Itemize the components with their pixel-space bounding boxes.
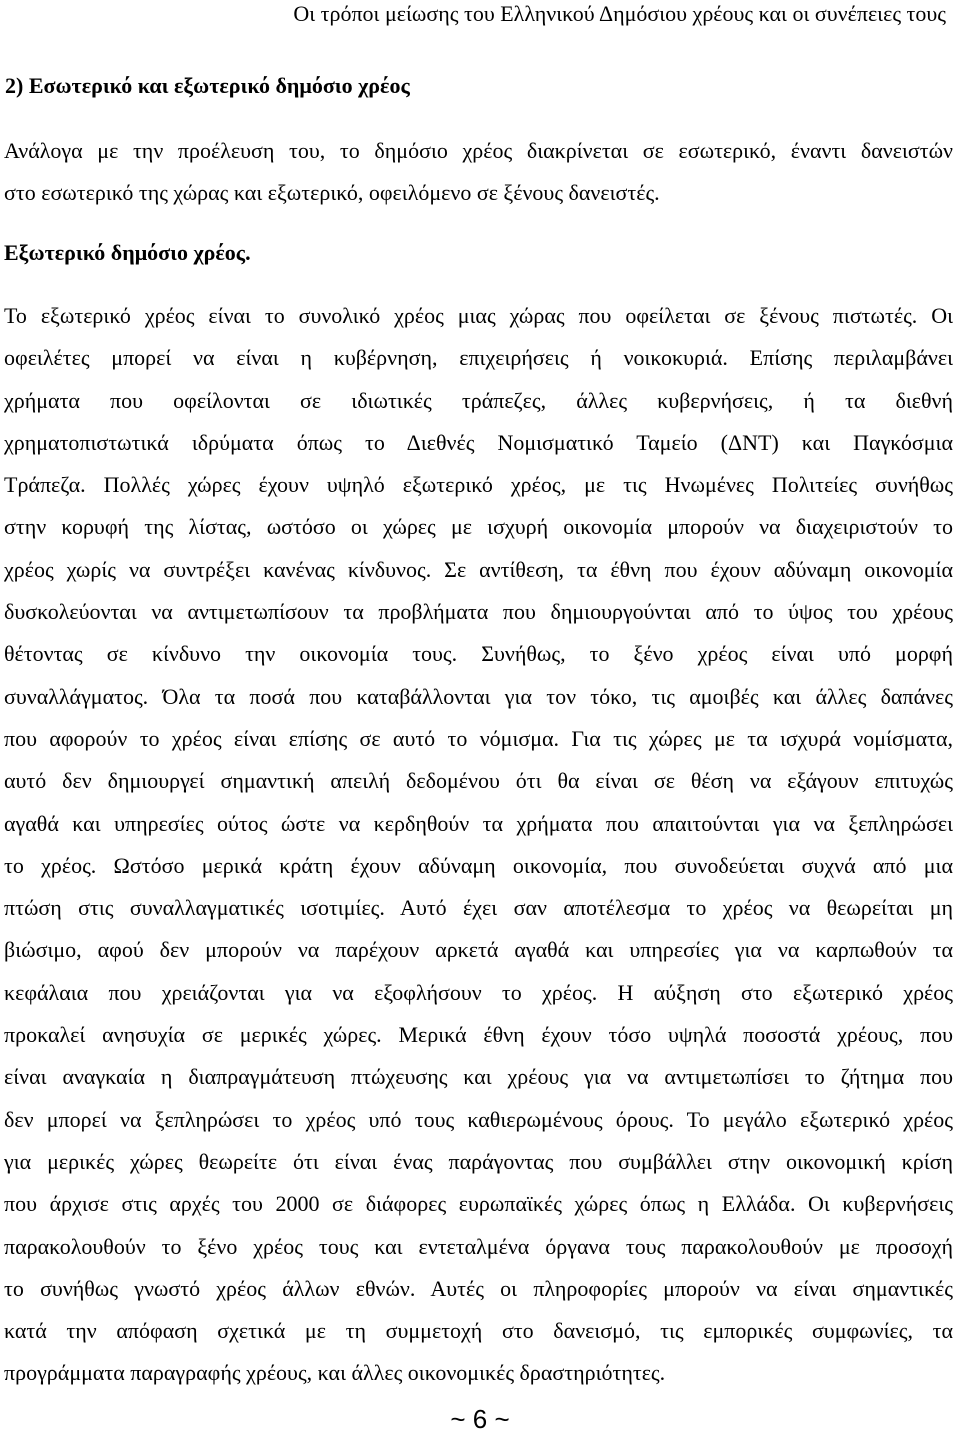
body-line: παρακολουθούν το ξένο χρέος τους και εντεταλμένα όργανα τους παρακολουθούν με προσοχή xyxy=(4,1233,953,1259)
body-line: που αφορούν το χρέος είναι επίσης σε αυτό το νόμισμα. Για τις χώρες με τα ισχυρά νομίσματα, xyxy=(4,725,953,751)
body-line: αγαθά και υπηρεσίες ούτος ώστε να κερδηθούν τα χρήματα που απαιτούνται για να ξεπληρώσει xyxy=(4,810,953,836)
body-line: δυσκολεύονται να αντιμετωπίσουν τα προβλήματα που δημιουργούνται από το ύψος του χρέους xyxy=(4,599,953,625)
body-line: Το εξωτερικό χρέος είναι το συνολικό χρέος μιας χώρας που οφείλεται σε ξένους πιστωτές. Οι xyxy=(4,303,953,328)
intro-line: Ανάλογα με την προέλευση του, το δημόσιο χρέος διακρίνεται σε εσωτερικό, έναντι δανειστών xyxy=(4,138,953,163)
paragraph-intro xyxy=(4,130,953,215)
body-line: συναλλάγματος. Όλα τα ποσά που καταβάλλονται για τον τόκο, τις αμοιβές και άλλες δαπάνες xyxy=(4,683,953,709)
body-line: το χρέος. Ωστόσο μερικά κράτη έχουν αδύναμη οικονομία, που συνοδεύεται συχνά από μια xyxy=(4,852,953,878)
body-line: χρέος χωρίς να συντρέξει κανένας κίνδυνος. Σε αντίθεση, τα έθνη που έχουν αδύναμη οικονομία xyxy=(4,556,953,582)
intro-line: στο εσωτερικό της χώρας και εξωτερικό, οφειλόμενο σε ξένους δανειστές. xyxy=(4,180,660,206)
body-line: Τράπεζα. Πολλές χώρες έχουν υψηλό εξωτερικό χρέος, με τις Ηνωμένες Πολιτείες συνήθως xyxy=(4,472,953,498)
body-line: κατά την απόφαση σχετικά με τη συμμετοχή στο δανεισμό, τις εμπορικές συμφωνίες, τα xyxy=(4,1318,953,1344)
body-line: που άρχισε στις αρχές του 2000 σε διάφορες ευρωπαϊκές χώρες όπως η Ελλάδα. Οι κυβερνήσεις xyxy=(4,1191,953,1217)
body-line: το συνήθως γνωστό χρέος άλλων εθνών. Αυτές οι πληροφορίες μπορούν να είναι σημαντικές xyxy=(4,1275,953,1301)
body-line: προγράμματα παραγραφής χρέους, και άλλες οικονομικές δραστηριότητες. xyxy=(4,1360,666,1386)
body-line: χρήματα που οφείλονται σε ιδιωτικές τράπεζες, άλλες κυβερνήσεις, ή τα διεθνή xyxy=(4,387,953,413)
body-line: οφειλέτες μπορεί να είναι η κυβέρνηση, επιχειρήσεις ή νοικοκυριά. Επίσης περιλαμβάνει xyxy=(4,345,953,371)
subsection-heading: Εξωτερικό δημόσιο χρέος. xyxy=(4,240,251,265)
body-line: είναι αναγκαία η διαπραγμάτευση πτώχευσης και χρέους για να αντιμετωπίσει το ζήτημα που xyxy=(4,1064,953,1090)
body-line: για μερικές χώρες θεωρείτε ότι είναι ένας παράγοντας που συμβάλλει στην οικονομική κρίση xyxy=(4,1148,953,1174)
body-line: δεν μπορεί να ξεπληρώσει το χρέος υπό τους καθιερωμένους όρους. Το μεγάλο εξωτερικό χρέος xyxy=(4,1106,953,1132)
page-number: ~ 6 ~ xyxy=(450,1404,510,1434)
running-header: Οι τρόποι μείωσης του Ελληνικού Δημόσιου χρέους και οι συνέπειες τους xyxy=(293,1,946,26)
paragraph-body xyxy=(4,295,953,1395)
section-heading: 2) Εσωτερικό και εξωτερικό δημόσιο χρέος xyxy=(5,73,410,98)
body-line: προκαλεί ανησυχία σε μερικές χώρες. Μερικά έθνη έχουν τόσο υψηλά ποσοστά χρέους, που xyxy=(4,1022,953,1048)
body-line: βιώσιμο, αφού δεν μπορούν να παρέχουν αρκετά αγαθά και υπηρεσίες για να καρπωθούν τα xyxy=(4,937,953,963)
body-line: πτώση στις συναλλαγματικές ισοτιμίες. Αυτό έχει σαν αποτέλεσμα το χρέος να θεωρείται μη xyxy=(4,895,953,921)
body-line: αυτό δεν δημιουργεί σημαντική απειλή δεδομένου ότι θα είναι σε θέση να εξάγουν επιτυχώς xyxy=(4,768,953,794)
body-line: στην κορυφή της λίστας, ωστόσο οι χώρες με ισχυρή οικονομία μπορούν να διαχειριστούν το xyxy=(4,514,953,540)
body-line: κεφάλαια που χρειάζονται για να εξοφλήσουν το χρέος. Η αύξηση στο εξωτερικό χρέος xyxy=(4,979,953,1005)
body-line: χρηματοπιστωτικά ιδρύματα όπως το Διεθνές Νομισματικό Ταμείο (ΔΝΤ) και Παγκόσμια xyxy=(4,429,953,455)
body-line: θέτοντας σε κίνδυνο την οικονομία τους. Συνήθως, το ξένο χρέος είναι υπό μορφή xyxy=(4,641,953,667)
